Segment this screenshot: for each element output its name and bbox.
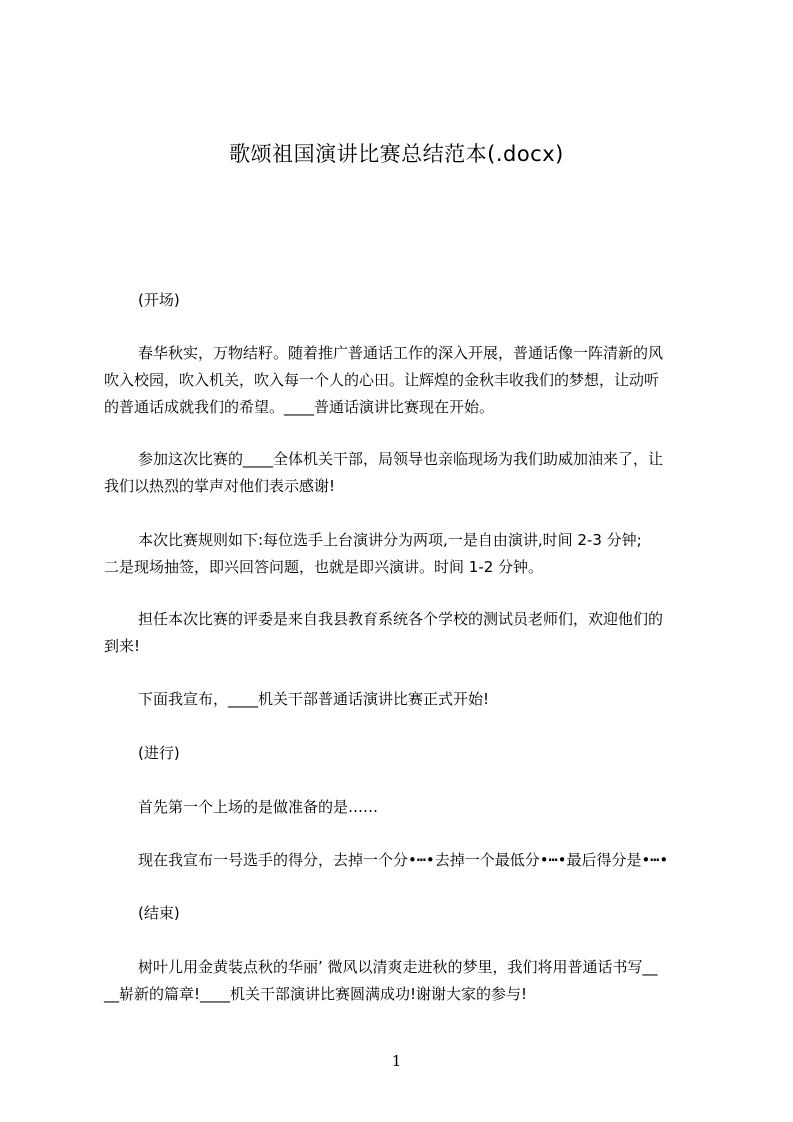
paragraph-progress-label: [104, 740, 704, 767]
text-line: 参加这次比赛的____全体机关干部，局领导也亲临现场为我们助威加油来了，让: [138, 450, 664, 468]
text-line: 吹入校园，吹入机关，吹入每一个人的心田。让辉煌的金秋丰收我们的梦想，让动听: [104, 371, 660, 389]
text-line: 二是现场抽签，即兴回答问题，也就是即兴演讲。时间 1-2 分钟。: [104, 558, 544, 576]
text-line: 的普通话成就我们的希望。____普通话演讲比赛现在开始。: [104, 398, 495, 416]
text-line: (开场): [138, 291, 180, 309]
paragraph-closing: [104, 954, 704, 1008]
paragraph-intro: [104, 340, 704, 421]
page-number: 1: [391, 1052, 402, 1070]
paragraph-announcement: [104, 686, 704, 713]
text-line: (结束): [138, 904, 180, 922]
paragraph-rules: [104, 527, 704, 581]
paragraph-first-contestant: [104, 794, 704, 821]
paragraph-score: [104, 847, 704, 874]
paragraph-judges: [104, 606, 704, 660]
text-line: __崭新的篇章!____机关干部演讲比赛圆满成功!谢谢大家的参与!: [104, 985, 528, 1003]
paragraph-closing-label: [104, 900, 704, 927]
text-line: 担任本次比赛的评委是来自我县教育系统各个学校的测试员老师们，欢迎他们的: [138, 610, 664, 628]
paragraph-opening-label: [104, 287, 704, 314]
text-line: 下面我宣布，____机关干部普通话演讲比赛正式开始!: [138, 690, 490, 708]
document-title: 歌颂祖国演讲比赛总结范本(.docx): [229, 142, 564, 166]
paragraph-participants: [104, 446, 704, 500]
text-line: (进行): [138, 744, 180, 762]
text-line: 到来!: [104, 637, 141, 655]
text-line: 我们以热烈的掌声对他们表示感谢!: [104, 477, 336, 495]
text-line: 现在我宣布一号选手的得分，去掉一个分•┅•去掉一个最低分•┅•最后得分是•┅•: [138, 851, 669, 869]
text-line: 树叶儿用金黄装点秋的华丽’ 微风以清爽走进秋的梦里，我们将用普通话书写__: [138, 958, 658, 976]
text-line: 首先第一个上场的是做准备的是……: [138, 798, 379, 816]
text-line: 本次比赛规则如下:每位选手上台演讲分为两项,一是自由演讲,时间 2-3 分钟;: [138, 531, 642, 549]
text-line: 春华秋实，万物结籽。随着推广普通话工作的深入开展，普通话像一阵清新的风: [138, 344, 664, 362]
